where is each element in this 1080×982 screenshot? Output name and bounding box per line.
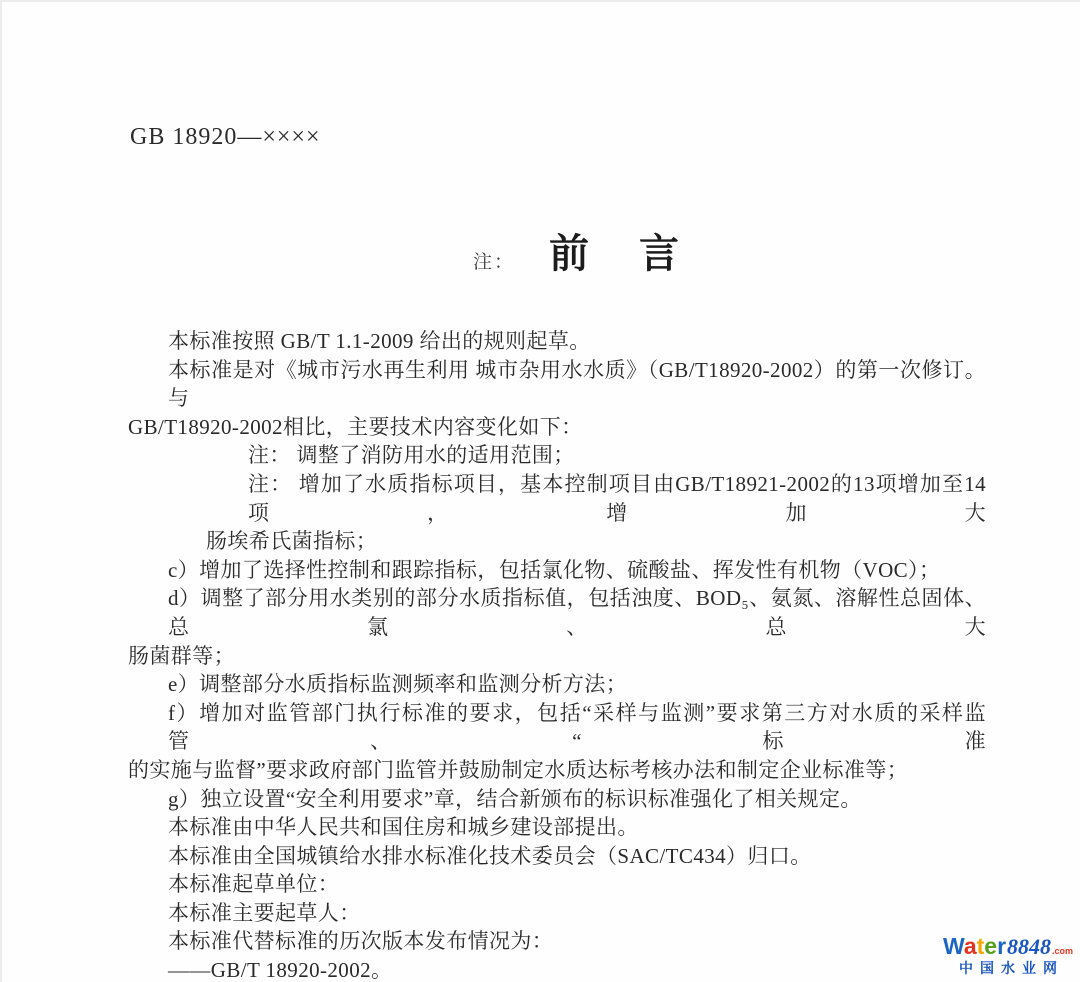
- body-line: 本标准由全国城镇给水排水标准化技术委员会（SAC/TC434）归口。: [168, 843, 812, 868]
- foreword-title: [36, 222, 1080, 279]
- body-line: e）调整部分水质指标监测频率和监测分析方法；: [168, 672, 628, 697]
- title-char-2: 言: [639, 231, 679, 276]
- logo-letter: W: [942, 933, 964, 960]
- water8848-logo: [938, 934, 1078, 976]
- logo-letter: a: [963, 933, 977, 960]
- note-label: 注：: [472, 252, 515, 273]
- logo-letter: e: [984, 933, 998, 960]
- body-line: d）调整了部分用水类别的部分水质指标值，包括浊度、BOD₅、氨氮、溶解性总固体、总氯、总大: [168, 586, 986, 639]
- logo-letter: r: [997, 933, 1007, 960]
- body-line: 本标准起草单位：: [168, 872, 340, 897]
- body-line: 肠埃希氏菌指标；: [206, 529, 378, 554]
- logo-subtitle: 中国水业网: [959, 960, 1064, 977]
- logo-number: 8848: [1007, 934, 1052, 960]
- body-line: 本标准代替标准的历次版本发布情况为：: [168, 929, 554, 954]
- body-line: g）独立设置“安全利用要求”章，结合新颁布的标识标准强化了相关规定。: [168, 786, 862, 811]
- body-line: c）增加了选择性控制和跟踪指标，包括氯化物、硫酸盐、挥发性有机物（VOC）；: [168, 557, 941, 582]
- body-line: ——GB/T 18920-2002。: [168, 958, 393, 982]
- body-line: 注： 增加了水质指标项目，基本控制项目由GB/T18921-2002的13项增加至14项，增加大: [248, 471, 986, 525]
- body-line: 本标准按照 GB/T 1.1-2009 给出的规则起草。: [168, 329, 591, 353]
- body-line: 本标准是对《城市污水再生利用 城市杂用水水质》（GB/T18920-2002）的第一次修订。与: [168, 357, 986, 411]
- logo-letter: t: [976, 933, 985, 960]
- body-line: 本标准由中华人民共和国住房和城乡建设部提出。: [168, 815, 639, 840]
- body-line: 的实施与监督”要求政府部门监管并鼓励制定水质达标考核办法和制定企业标准等；: [128, 757, 909, 782]
- body-line: f）增加对监管部门执行标准的要求，包括“采样与监测”要求第三方对水质的采样监管、“标准: [168, 700, 986, 754]
- standard-number: GB 18920—××××: [130, 124, 321, 150]
- body-line: 注： 调整了消防用水的适用范围；: [248, 443, 575, 468]
- title-char-1: 前: [549, 231, 589, 276]
- logo-word: [943, 934, 1006, 958]
- logo-domain-suffix: .com: [1052, 946, 1074, 957]
- body-line: GB/T18920-2002相比，主要技术内容变化如下：: [128, 414, 583, 439]
- body-line: 肠菌群等；: [128, 643, 235, 668]
- body-lines: [128, 327, 986, 982]
- body-line: 本标准主要起草人：: [168, 900, 361, 925]
- logo-top-row: [938, 934, 1078, 958]
